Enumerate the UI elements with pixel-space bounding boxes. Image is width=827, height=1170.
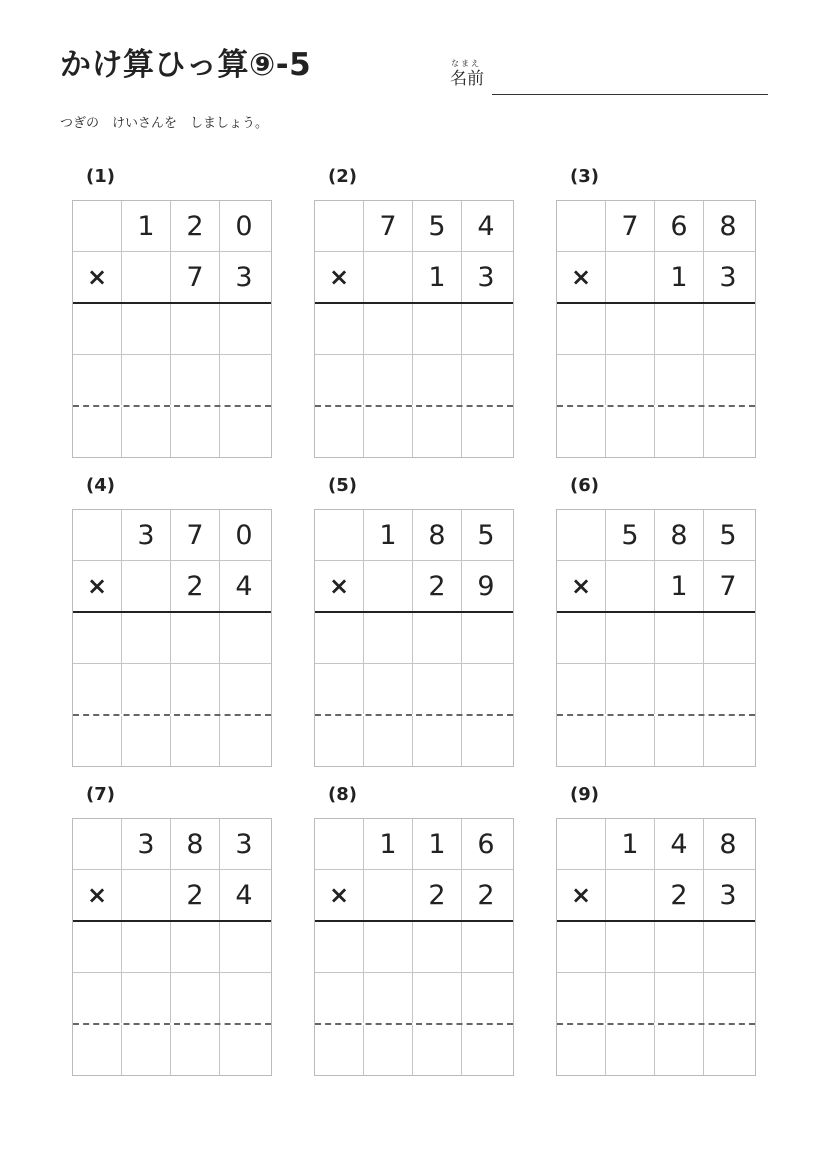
digit: 1: [412, 819, 461, 869]
answer-cell[interactable]: [121, 1025, 170, 1075]
empty-cell: [557, 201, 605, 251]
answer-cell[interactable]: [412, 613, 461, 663]
answer-cell[interactable]: [315, 355, 363, 405]
answer-cell[interactable]: [654, 613, 703, 663]
answer-cell[interactable]: [557, 407, 605, 457]
answer-cell[interactable]: [315, 613, 363, 663]
answer-cell[interactable]: [557, 613, 605, 663]
digit: 1: [121, 201, 170, 251]
answer-cell[interactable]: [315, 973, 363, 1023]
final-answer-row: [557, 405, 755, 457]
answer-cell[interactable]: [219, 664, 268, 714]
answer-cell[interactable]: [121, 716, 170, 766]
digit: 7: [363, 201, 412, 251]
answer-cell[interactable]: [363, 407, 412, 457]
answer-cell[interactable]: [557, 922, 605, 972]
empty-cell: [121, 870, 170, 920]
digit: 6: [654, 201, 703, 251]
answer-cell[interactable]: [363, 973, 412, 1023]
multiplicand-row: [315, 201, 513, 251]
digit: 4: [219, 561, 268, 611]
problem-3: [556, 166, 756, 458]
answer-cell[interactable]: [121, 664, 170, 714]
problem-4: [72, 475, 272, 767]
answer-cell[interactable]: [605, 922, 654, 972]
partial-product-row-1: [315, 611, 513, 663]
final-answer-row: [315, 405, 513, 457]
answer-cell[interactable]: [703, 716, 752, 766]
empty-cell: [605, 561, 654, 611]
answer-cell[interactable]: [315, 922, 363, 972]
answer-cell[interactable]: [219, 1025, 268, 1075]
multiplier-row: [73, 251, 271, 302]
answer-cell[interactable]: [654, 922, 703, 972]
digit: 3: [121, 819, 170, 869]
answer-cell[interactable]: [605, 304, 654, 354]
answer-cell[interactable]: [703, 664, 752, 714]
digit: 3: [461, 252, 510, 302]
empty-cell: [557, 819, 605, 869]
digit: 1: [412, 252, 461, 302]
digit: 1: [363, 819, 412, 869]
answer-cell[interactable]: [73, 922, 121, 972]
digit: 1: [654, 252, 703, 302]
answer-cell[interactable]: [170, 613, 219, 663]
digit: 8: [654, 510, 703, 560]
partial-product-row-2: [557, 663, 755, 714]
answer-cell[interactable]: [461, 613, 510, 663]
calculation-grid: [314, 818, 514, 1076]
digit: 2: [654, 870, 703, 920]
partial-product-row-2: [73, 663, 271, 714]
partial-product-row-2: [557, 972, 755, 1023]
answer-cell[interactable]: [219, 613, 268, 663]
partial-product-row-2: [73, 972, 271, 1023]
digit: 1: [654, 561, 703, 611]
multiplicand-row: [557, 510, 755, 560]
answer-cell[interactable]: [557, 304, 605, 354]
empty-cell: [605, 252, 654, 302]
answer-cell[interactable]: [363, 1025, 412, 1075]
answer-cell[interactable]: [73, 716, 121, 766]
answer-cell[interactable]: [363, 355, 412, 405]
answer-cell[interactable]: [461, 355, 510, 405]
digit: 2: [461, 870, 510, 920]
name-write-line[interactable]: [492, 94, 768, 95]
digit: 7: [605, 201, 654, 251]
calculation-grid: [556, 200, 756, 458]
answer-cell[interactable]: [315, 1025, 363, 1075]
multiply-sign: ×: [328, 263, 350, 291]
digit: 2: [412, 561, 461, 611]
multiplicand-row: [557, 201, 755, 251]
answer-cell[interactable]: [170, 716, 219, 766]
partial-product-row-1: [73, 302, 271, 354]
digit: 3: [703, 252, 752, 302]
calculation-grid: [556, 509, 756, 767]
partial-product-row-1: [73, 611, 271, 663]
digit: 4: [654, 819, 703, 869]
answer-cell[interactable]: [363, 716, 412, 766]
partial-product-row-2: [315, 972, 513, 1023]
digit: 5: [703, 510, 752, 560]
answer-cell[interactable]: [654, 716, 703, 766]
calculation-grid: [72, 200, 272, 458]
digit: 3: [121, 510, 170, 560]
multiplier-row: [73, 869, 271, 920]
answer-cell[interactable]: [605, 664, 654, 714]
problem-6: [556, 475, 756, 767]
empty-cell: [73, 510, 121, 560]
answer-cell[interactable]: [73, 613, 121, 663]
empty-cell: [363, 561, 412, 611]
answer-cell[interactable]: [557, 973, 605, 1023]
digit: 2: [170, 201, 219, 251]
answer-cell[interactable]: [315, 716, 363, 766]
final-answer-row: [315, 714, 513, 766]
multiply-sign: ×: [86, 572, 108, 600]
answer-cell[interactable]: [363, 304, 412, 354]
problem-label: (2): [328, 166, 357, 187]
answer-cell[interactable]: [605, 716, 654, 766]
digit: 0: [219, 510, 268, 560]
digit: 8: [703, 201, 752, 251]
name-ruby: なまえ: [451, 59, 481, 68]
answer-cell[interactable]: [461, 716, 510, 766]
partial-product-row-2: [73, 354, 271, 405]
partial-product-row-1: [315, 920, 513, 972]
answer-cell[interactable]: [121, 973, 170, 1023]
digit: 8: [412, 510, 461, 560]
empty-cell: [363, 252, 412, 302]
digit: 5: [605, 510, 654, 560]
answer-cell[interactable]: [315, 407, 363, 457]
digit: 4: [219, 870, 268, 920]
problem-5: [314, 475, 514, 767]
answer-cell[interactable]: [219, 716, 268, 766]
answer-cell[interactable]: [605, 407, 654, 457]
answer-cell[interactable]: [654, 1025, 703, 1075]
answer-cell[interactable]: [412, 922, 461, 972]
problem-label: (5): [328, 475, 357, 496]
answer-cell[interactable]: [363, 664, 412, 714]
calculation-grid: [72, 509, 272, 767]
multiply-sign: ×: [328, 881, 350, 909]
answer-cell[interactable]: [605, 355, 654, 405]
multiplier-row: [557, 251, 755, 302]
answer-cell[interactable]: [121, 355, 170, 405]
answer-cell[interactable]: [703, 613, 752, 663]
answer-cell[interactable]: [170, 973, 219, 1023]
answer-cell[interactable]: [363, 922, 412, 972]
instruction-text: つぎの けいさんを しましょう。: [60, 116, 269, 131]
worksheet-title: かけ算ひっ算⑨-5: [60, 47, 312, 83]
empty-cell: [315, 819, 363, 869]
answer-cell[interactable]: [219, 973, 268, 1023]
empty-cell: [315, 510, 363, 560]
digit: 2: [170, 561, 219, 611]
final-answer-row: [315, 1023, 513, 1075]
problem-1: [72, 166, 272, 458]
digit: 7: [703, 561, 752, 611]
answer-cell[interactable]: [73, 973, 121, 1023]
answer-cell[interactable]: [73, 1025, 121, 1075]
empty-cell: [73, 201, 121, 251]
digit: 5: [461, 510, 510, 560]
answer-cell[interactable]: [170, 304, 219, 354]
answer-cell[interactable]: [170, 1025, 219, 1075]
digit: 3: [703, 870, 752, 920]
digit: 9: [461, 561, 510, 611]
problem-label: (8): [328, 784, 357, 805]
answer-cell[interactable]: [703, 1025, 752, 1075]
partial-product-row-2: [315, 354, 513, 405]
answer-cell[interactable]: [412, 664, 461, 714]
digit: 1: [605, 819, 654, 869]
answer-cell[interactable]: [412, 716, 461, 766]
answer-cell[interactable]: [461, 407, 510, 457]
answer-cell[interactable]: [73, 664, 121, 714]
answer-cell[interactable]: [170, 922, 219, 972]
multiplicand-row: [73, 819, 271, 869]
final-answer-row: [557, 1023, 755, 1075]
problem-label: (9): [570, 784, 599, 805]
multiplier-row: [315, 869, 513, 920]
answer-cell[interactable]: [703, 973, 752, 1023]
partial-product-row-2: [315, 663, 513, 714]
multiply-sign: ×: [328, 572, 350, 600]
answer-cell[interactable]: [73, 304, 121, 354]
multiplicand-row: [315, 510, 513, 560]
problem-label: (4): [86, 475, 115, 496]
multiplicand-row: [557, 819, 755, 869]
multiplicand-row: [73, 201, 271, 251]
answer-cell[interactable]: [315, 304, 363, 354]
digit: 1: [363, 510, 412, 560]
answer-cell[interactable]: [654, 973, 703, 1023]
empty-cell: [363, 870, 412, 920]
answer-cell[interactable]: [461, 922, 510, 972]
multiplier-row: [315, 560, 513, 611]
answer-cell[interactable]: [170, 355, 219, 405]
multiplier-row: [315, 251, 513, 302]
name-label: 名前: [450, 69, 484, 89]
answer-cell[interactable]: [363, 613, 412, 663]
answer-cell[interactable]: [73, 355, 121, 405]
digit: 7: [170, 252, 219, 302]
empty-cell: [73, 819, 121, 869]
partial-product-row-1: [557, 920, 755, 972]
answer-cell[interactable]: [557, 1025, 605, 1075]
answer-cell[interactable]: [605, 973, 654, 1023]
final-answer-row: [73, 714, 271, 766]
digit: 7: [170, 510, 219, 560]
answer-cell[interactable]: [605, 613, 654, 663]
answer-cell[interactable]: [412, 973, 461, 1023]
multiplier-row: [557, 560, 755, 611]
partial-product-row-1: [557, 302, 755, 354]
answer-cell[interactable]: [219, 355, 268, 405]
answer-cell[interactable]: [219, 407, 268, 457]
multiply-sign: ×: [86, 263, 108, 291]
answer-cell[interactable]: [121, 304, 170, 354]
answer-cell[interactable]: [703, 355, 752, 405]
answer-cell[interactable]: [654, 304, 703, 354]
answer-cell[interactable]: [703, 407, 752, 457]
answer-cell[interactable]: [557, 355, 605, 405]
multiplier-row: [557, 869, 755, 920]
answer-cell[interactable]: [121, 613, 170, 663]
calculation-grid: [72, 818, 272, 1076]
problem-label: (1): [86, 166, 115, 187]
answer-cell[interactable]: [654, 664, 703, 714]
digit: 2: [412, 870, 461, 920]
answer-cell[interactable]: [557, 664, 605, 714]
problem-label: (3): [570, 166, 599, 187]
answer-cell[interactable]: [315, 664, 363, 714]
problem-label: (6): [570, 475, 599, 496]
answer-cell[interactable]: [219, 922, 268, 972]
answer-cell[interactable]: [73, 407, 121, 457]
multiply-sign: ×: [86, 881, 108, 909]
calculation-grid: [314, 200, 514, 458]
digit: 3: [219, 819, 268, 869]
empty-cell: [121, 561, 170, 611]
digit: 5: [412, 201, 461, 251]
final-answer-row: [73, 405, 271, 457]
answer-cell[interactable]: [121, 407, 170, 457]
multiplicand-row: [315, 819, 513, 869]
multiplicand-row: [73, 510, 271, 560]
answer-cell[interactable]: [412, 304, 461, 354]
digit: 8: [170, 819, 219, 869]
partial-product-row-1: [315, 302, 513, 354]
empty-cell: [605, 870, 654, 920]
answer-cell[interactable]: [121, 922, 170, 972]
partial-product-row-2: [557, 354, 755, 405]
final-answer-row: [73, 1023, 271, 1075]
problem-9: [556, 784, 756, 1076]
answer-cell[interactable]: [412, 407, 461, 457]
digit: 6: [461, 819, 510, 869]
answer-cell[interactable]: [654, 355, 703, 405]
answer-cell[interactable]: [654, 407, 703, 457]
partial-product-row-1: [557, 611, 755, 663]
empty-cell: [557, 510, 605, 560]
answer-cell[interactable]: [461, 1025, 510, 1075]
multiply-sign: ×: [570, 263, 592, 291]
digit: 3: [219, 252, 268, 302]
answer-cell[interactable]: [170, 664, 219, 714]
answer-cell[interactable]: [703, 304, 752, 354]
name-field[interactable]: [450, 60, 770, 96]
answer-cell[interactable]: [412, 355, 461, 405]
answer-cell[interactable]: [605, 1025, 654, 1075]
answer-cell[interactable]: [703, 922, 752, 972]
answer-cell[interactable]: [557, 716, 605, 766]
multiply-sign: ×: [570, 881, 592, 909]
calculation-grid: [556, 818, 756, 1076]
calculation-grid: [314, 509, 514, 767]
problem-label: (7): [86, 784, 115, 805]
answer-cell[interactable]: [461, 664, 510, 714]
problem-2: [314, 166, 514, 458]
partial-product-row-1: [73, 920, 271, 972]
final-answer-row: [557, 714, 755, 766]
digit: 2: [170, 870, 219, 920]
multiplier-row: [73, 560, 271, 611]
digit: 0: [219, 201, 268, 251]
problem-8: [314, 784, 514, 1076]
empty-cell: [121, 252, 170, 302]
answer-cell[interactable]: [461, 304, 510, 354]
empty-cell: [315, 201, 363, 251]
answer-cell[interactable]: [412, 1025, 461, 1075]
multiply-sign: ×: [570, 572, 592, 600]
answer-cell[interactable]: [170, 407, 219, 457]
digit: 4: [461, 201, 510, 251]
digit: 8: [703, 819, 752, 869]
answer-cell[interactable]: [461, 973, 510, 1023]
answer-cell[interactable]: [219, 304, 268, 354]
problem-7: [72, 784, 272, 1076]
